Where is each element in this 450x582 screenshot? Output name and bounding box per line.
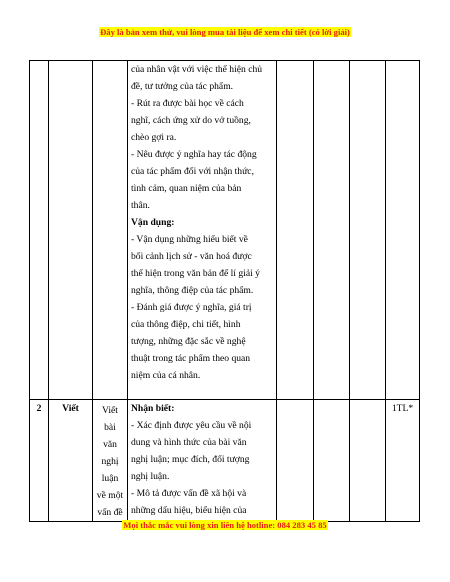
- requirement-line: nghĩa, thông điệp của tác phẩm.: [131, 285, 254, 296]
- requirement-line: nghị luận; mục đích, đối tượng: [131, 454, 250, 465]
- requirements-cell: [128, 61, 277, 400]
- requirement-line: bối cảnh lịch sử - văn hoá được: [131, 251, 252, 262]
- table-row: [30, 61, 420, 400]
- hotline-text: Mọi thắc mắc vui lòng xin liên hệ hotline: 084 283 45 85: [123, 520, 327, 530]
- requirement-line: - Đánh giá được ý nghĩa, giá trị: [131, 302, 252, 313]
- requirement-line: những dấu hiệu, biểu hiện của: [131, 505, 247, 516]
- level-heading: Vận dụng:: [131, 217, 175, 228]
- requirement-line: - Nêu được ý nghĩa hay tác động: [131, 149, 257, 160]
- requirement-line: - Vận dụng những hiểu biết về: [131, 234, 248, 245]
- number-cell: 2: [30, 400, 49, 522]
- unit-line: về một: [96, 490, 124, 501]
- unit-line: Viết: [102, 405, 118, 416]
- unit-line: văn: [103, 439, 117, 450]
- unit-line: luận: [101, 473, 119, 484]
- requirement-line: đề, tư tưởng của tác phẩm.: [131, 81, 234, 92]
- requirement-line: tượng, những đặc sắc về nghệ: [131, 336, 246, 347]
- count-cell: [314, 61, 350, 400]
- requirement-line: thể hiện trong văn bản để lí giải ý: [131, 268, 260, 279]
- count-cell: [277, 61, 314, 400]
- preview-notice-banner: [0, 27, 450, 38]
- requirement-line: dung và hình thức của bài văn: [131, 437, 247, 448]
- level-heading: Nhận biết:: [131, 403, 175, 414]
- number-cell: [30, 61, 49, 400]
- count-cell: [314, 400, 350, 522]
- requirement-line: chèo gợi ra.: [131, 132, 177, 143]
- count-cell: [277, 400, 314, 522]
- requirement-line: nghĩ, cách ứng xử do vở tuồng,: [131, 115, 251, 126]
- count-cell: [386, 61, 420, 400]
- requirement-line: của nhân vật với việc thể hiện chủ: [131, 64, 263, 75]
- requirement-line: thuật trong tác phẩm theo quan: [131, 353, 251, 364]
- unit-cell: [93, 400, 128, 522]
- requirement-line: - Mô tả được vấn đề xã hội và: [131, 488, 247, 499]
- unit-line: vấn đề: [97, 507, 123, 518]
- requirement-line: - Rút ra được bài học về cách: [131, 98, 244, 109]
- hotline-banner: [0, 520, 450, 531]
- skill-cell: Viết: [49, 400, 93, 522]
- requirement-line: của thông điệp, chi tiết, hình: [131, 319, 241, 330]
- table-row: [30, 400, 420, 522]
- count-cell: [350, 400, 386, 522]
- requirement-line: tình cảm, quan niệm của bản: [131, 183, 242, 194]
- preview-notice-text: Đây là bản xem thử, vui lòng mua tài liệu để xem chi tiết (có lời giải): [100, 27, 350, 37]
- specification-table: [29, 60, 420, 522]
- requirement-line: nghị luận.: [131, 471, 170, 482]
- unit-cell: [93, 61, 128, 400]
- skill-cell: [49, 61, 93, 400]
- requirements-cell: [128, 400, 277, 522]
- question-count-cell: 1TL*: [386, 400, 420, 522]
- requirement-line: - Xác định được yêu cầu về nội: [131, 420, 252, 431]
- unit-line: bài: [104, 422, 116, 433]
- requirement-line: của tác phẩm đối với nhận thức,: [131, 166, 254, 177]
- requirement-line: niệm của cá nhân.: [131, 370, 201, 381]
- count-cell: [350, 61, 386, 400]
- unit-line: nghị: [101, 456, 119, 467]
- requirement-line: thân.: [131, 200, 150, 211]
